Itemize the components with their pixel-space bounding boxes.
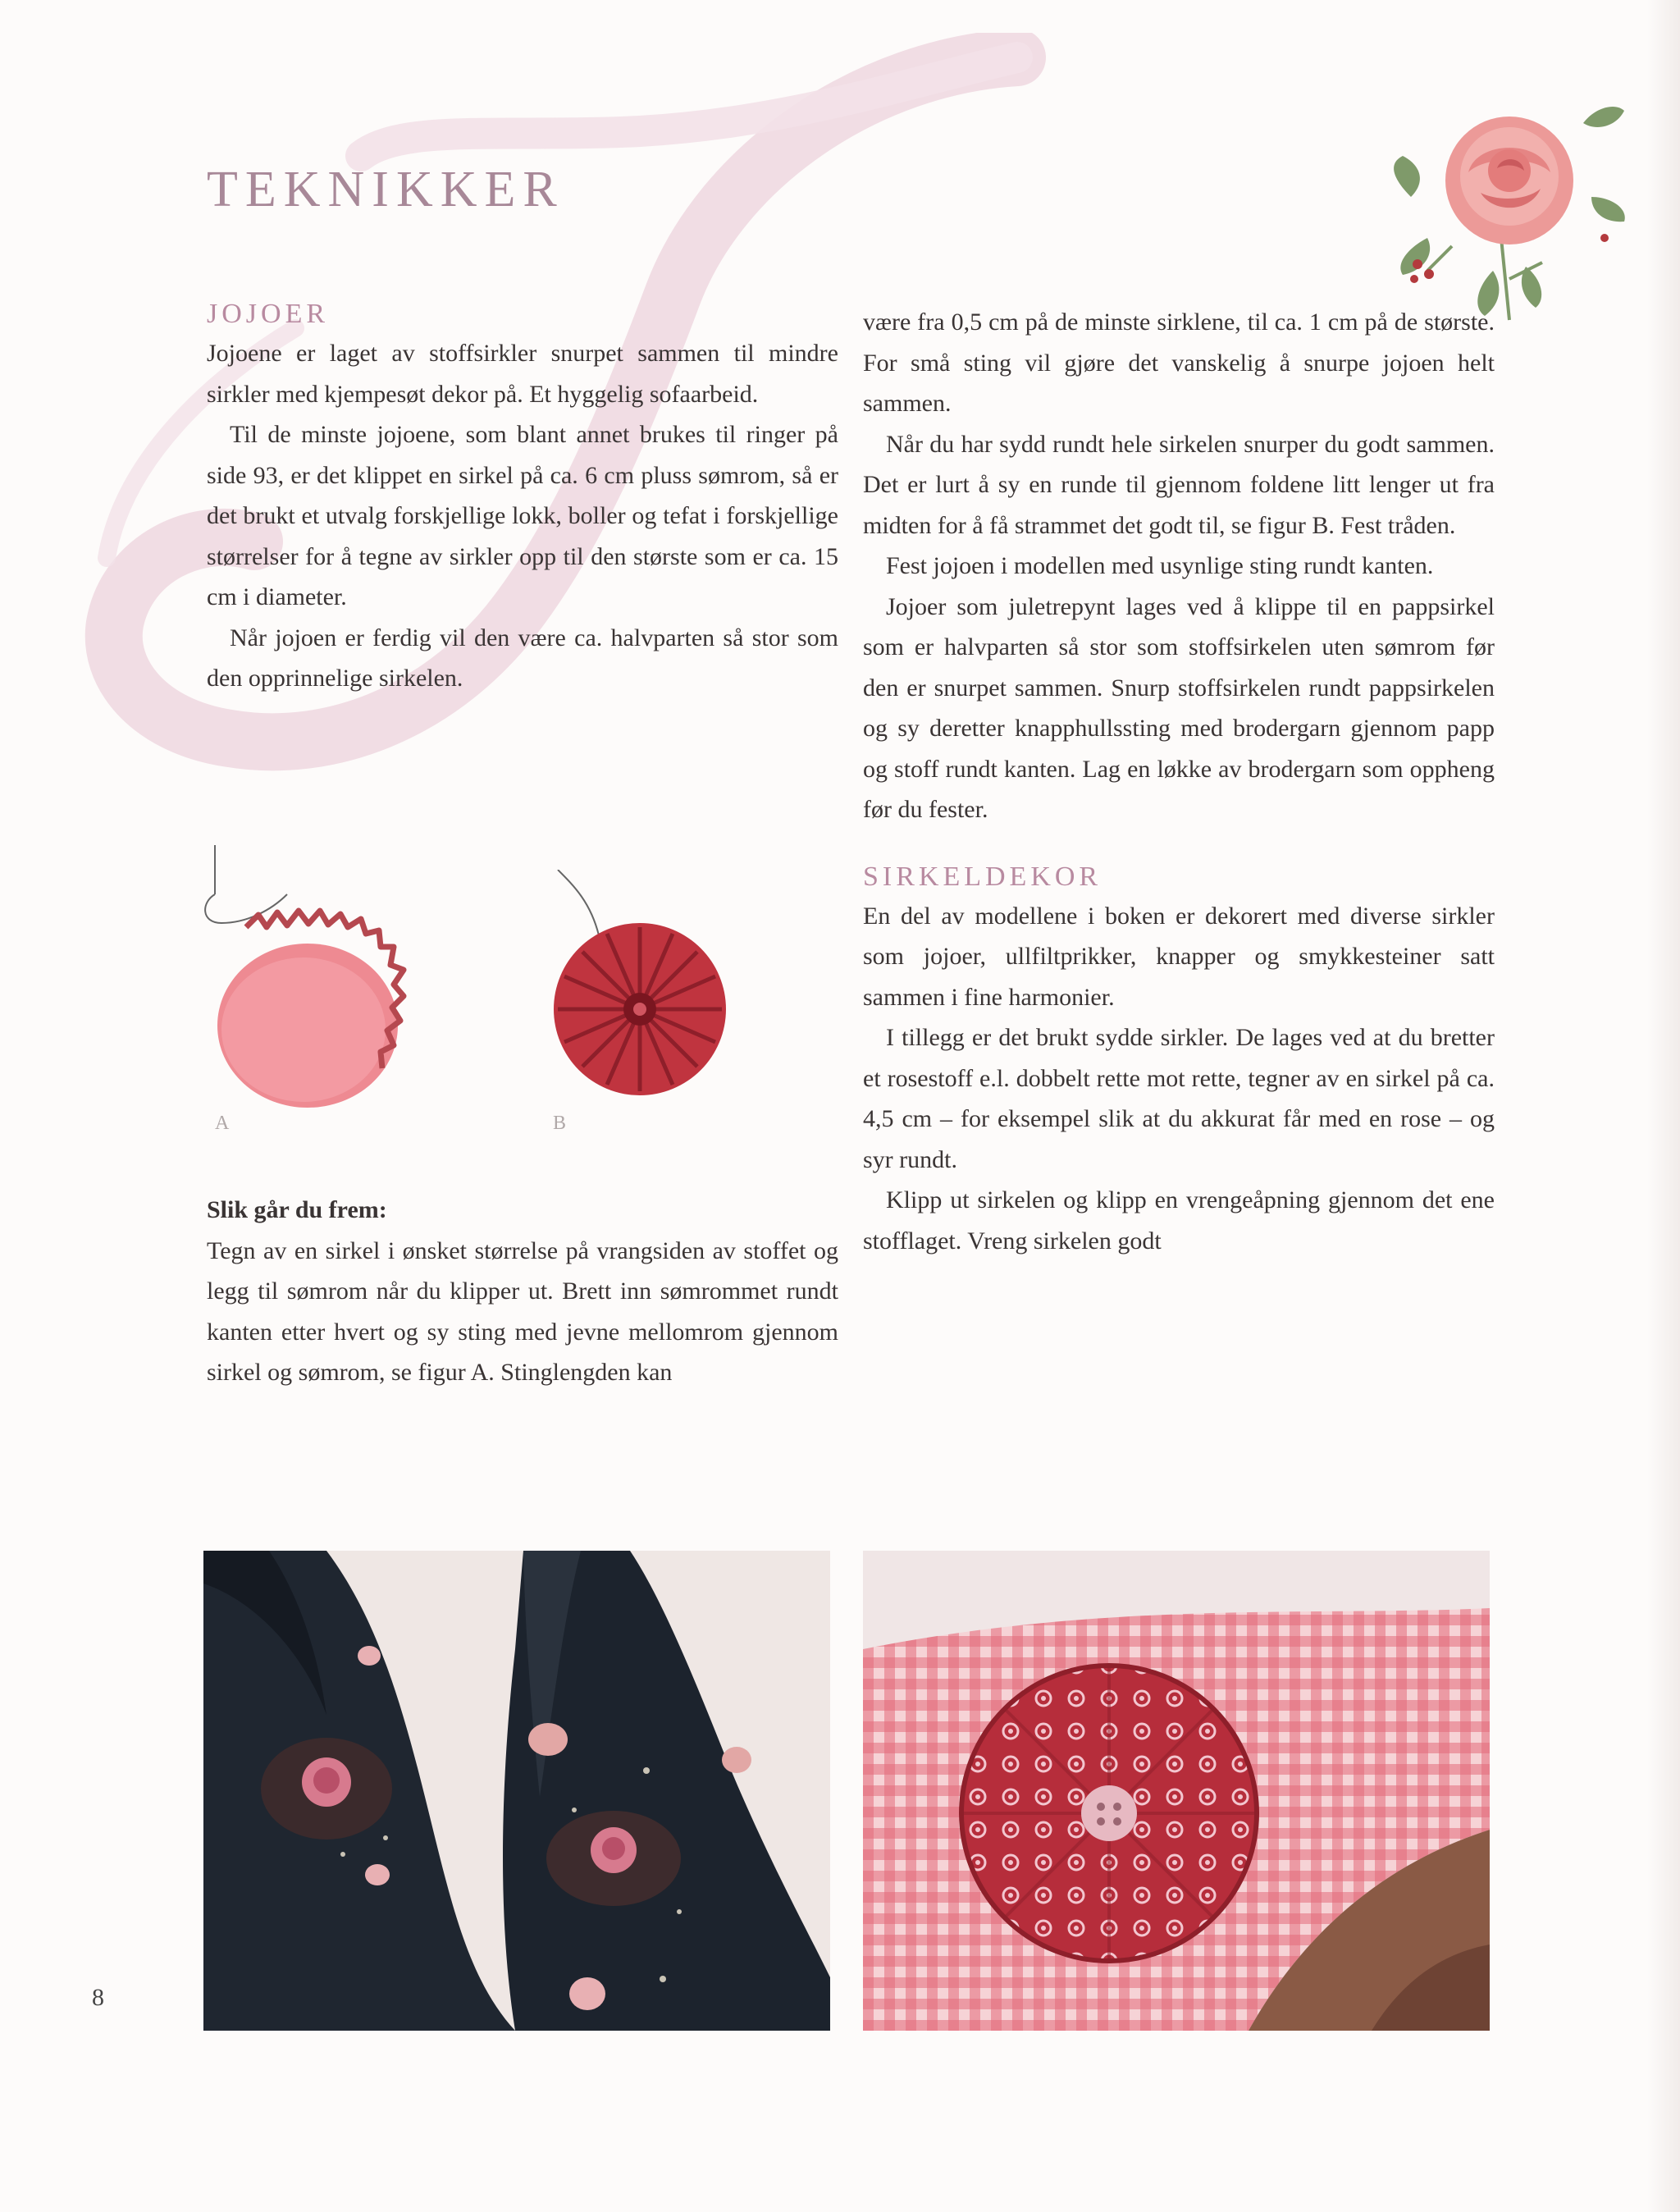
jojoer-paragraph-3: Når jojoen er ferdig vil den være ca. halvparten så stor som den opprinnelige sirkelen. <box>207 624 838 692</box>
jojoer-paragraph-2: Til de minste jojoene, som blant annet brukes til ringer på side 93, er det klippet en sirkel på ca. 6 cm pluss sømrom, så er det brukt et utvalg forskjellige lokk, boller og tefat i forskjellige størrelser for å tegne av sirkler opp til den største som er ca. 15 cm i diameter. <box>207 421 838 610</box>
right-paragraph-2: Når du har sydd rundt hele sirkelen snurper du godt sammen. Det er lurt å sy en runde til gjennom foldene litt lenger ut fra midten for å få strammet det godt til, se figur B. Fest tråden. <box>863 430 1495 539</box>
sirkeldekor-paragraph-2: I tillegg er det brukt sydde sirkler. De lages ved at du bretter et rosestoff e.l. dobbelt rette mot rette, tegner av en sirkel på ca. 4,5 cm – for eksempel slik at du akkurat får med en rose – og syr rundt. <box>863 1024 1495 1173</box>
yoyo-gingham-photo <box>863 1551 1490 2031</box>
rose-ornament <box>1378 74 1641 328</box>
how-to-text: Tegn av en sirkel i ønsket størrelse på vrangsiden av stoffet og legg til sømrom når du klipper ut. Brett inn sømrommet rundt kanten etter hvert og sy sting med jevne mellomrom gjennom sirkel og sømrom, se figur A. Stinglengden kan <box>207 1236 838 1386</box>
sirkeldekor-paragraph-3: Klipp ut sirkelen og klipp en vrengeåpning gjennom det ene stofflaget. Vreng sirkelen godt <box>863 1186 1495 1255</box>
figure-b-illustration <box>550 870 755 1116</box>
how-to-heading: Slik går du frem: <box>207 1196 387 1223</box>
jojoer-paragraph-1: Jojoene er laget av stoffsirkler snurpet sammen til mindre sirkler med kjempesøt dekor på. Et hyggelig sofaarbeid. <box>207 340 838 408</box>
figure-a-label: A <box>215 1113 230 1134</box>
figure-b-label: B <box>553 1113 567 1134</box>
page-number: 8 <box>92 1984 104 2011</box>
right-paragraph-1: være fra 0,5 cm på de minste sirklene, til ca. 1 cm på de største. For små sting vil gjøre det vanskelig å snurpe jojoen helt sammen. <box>863 308 1495 417</box>
right-column <box>863 302 1495 1261</box>
right-paragraph-4: Jojoer som juletrepynt lages ved å klippe til en pappsirkel som er halvparten så stor som stoffsirkelen uten sømrom før den er snurpet sammen. Snurp stoffsirkelen rundt pappsirkelen og sy deretter knapphullssting med brodergarn gjennom papp og stoff rundt kanten. Lag en løkke av brodergarn som oppheng før du fester. <box>863 592 1495 823</box>
sirkeldekor-heading: SIRKELDEKOR <box>863 861 1102 892</box>
sirkeldekor-paragraph-1: En del av modellene i boken er dekorert med diverse sirkler som jojoer, ullfiltprikker, knapper og smykkesteiner satt sammen i fine harmonier. <box>863 902 1495 1011</box>
page-title: TEKNIKKER <box>207 162 564 217</box>
jojoer-section <box>207 295 838 699</box>
figure-a-illustration <box>197 845 410 1116</box>
slippers-photo <box>203 1551 830 2031</box>
jojoer-heading: JOJOER <box>207 299 330 329</box>
page-edge <box>1647 0 1680 2212</box>
right-paragraph-3: Fest jojoen i modellen med usynlige sting rundt kanten. <box>886 552 1434 579</box>
yoyo-figures <box>197 845 607 1140</box>
how-to-section <box>207 1190 838 1393</box>
